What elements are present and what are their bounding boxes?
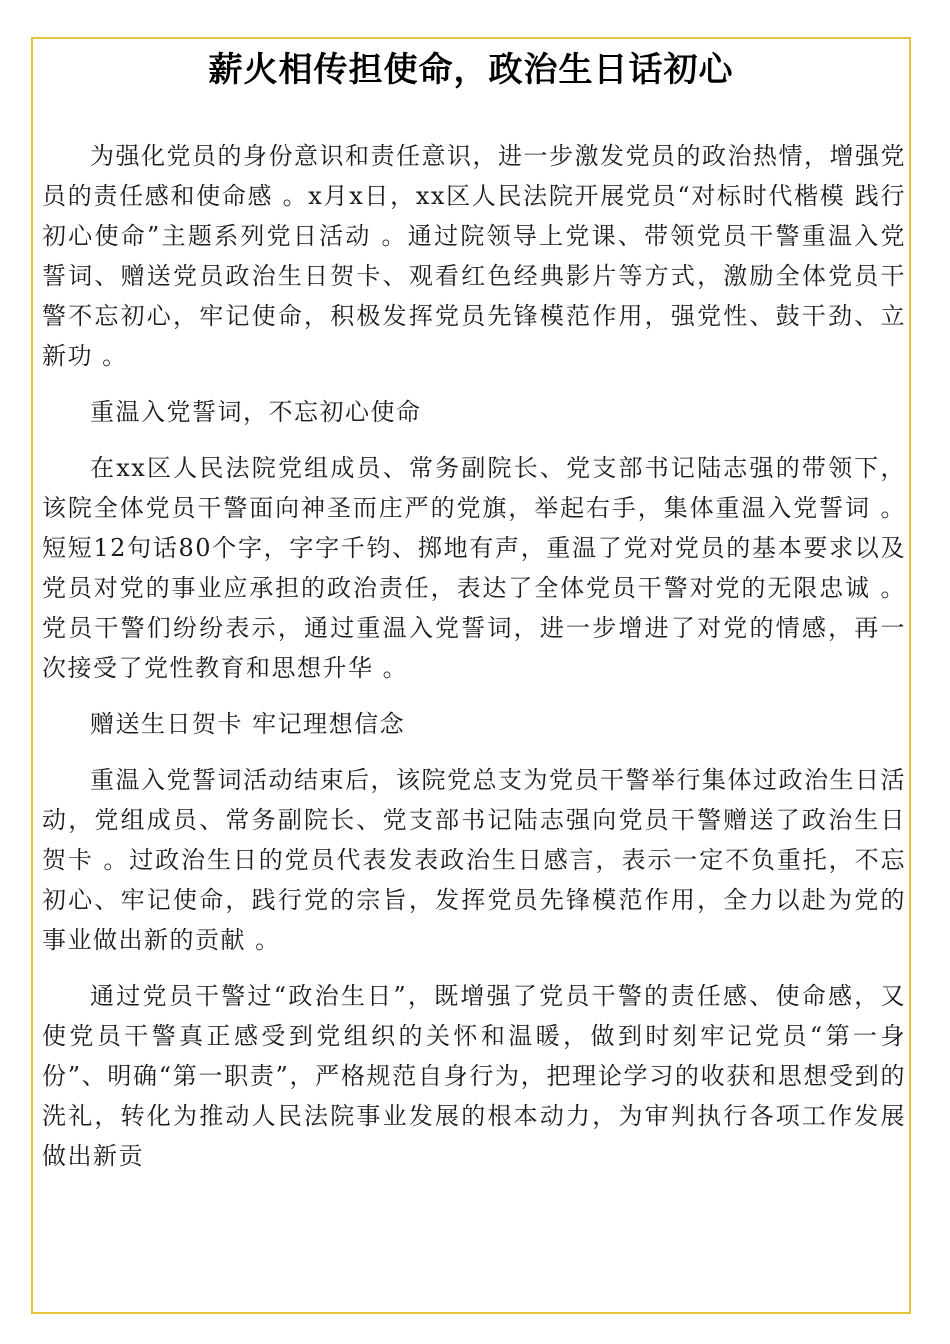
document-body [42, 136, 906, 1192]
page-border-frame [31, 37, 911, 1314]
document-title: 薪火相传担使命，政治生日话初心 [208, 50, 734, 90]
oath-paragraph: 在xx区人民法院党组成员、常务副院长、党支部书记陆志强的带领下，该院全体党员干警面向神圣而庄严的党旗，举起右手，集体重温入党誓词 。短短12句话80个字，字字千钧、掷地有声，重温了党对党员的基本要求以及党员对党的事业应承担的政治责任，表达了全体党员干警对党的无限忠诚 。党员干警们纷纷表示，通过重温入党誓词，进一步增进了对党的情感，再一次接受了党性教育和思想升华 。 [42, 454, 906, 682]
section-heading-birthday-card: 赠送生日贺卡 牢记理想信念 [90, 710, 406, 738]
section-heading-oath: 重温入党誓词，不忘初心使命 [90, 398, 422, 426]
closing-paragraph: 通过党员干警过“政治生日”，既增强了党员干警的责任感、使命感，又使党员干警真正感受到党组织的关怀和温暖，做到时刻牢记党员“第一身份”、明确“第一职责”，严格规范自身行为，把理论学习的收获和思想受到的洗礼，转化为推动人民法院事业发展的根本动力，为审判执行各项工作发展做出新贡 [42, 982, 906, 1170]
intro-paragraph: 为强化党员的身份意识和责任意识，进一步激发党员的政治热情，增强党员的责任感和使命感 。x月x日，xx区人民法院开展党员“对标时代楷模 践行初心使命”主题系列党日活动 。通过院领导上党课、带领党员干警重温入党誓词、赠送党员政治生日贺卡、观看红色经典影片等方式，激励全体党员干警不忘初心，牢记使命，积极发挥党员先锋模范作用，强党性、鼓干劲、立新功 。 [42, 142, 906, 370]
birthday-card-paragraph: 重温入党誓词活动结束后，该院党总支为党员干警举行集体过政治生日活动，党组成员、常务副院长、党支部书记陆志强向党员干警赠送了政治生日贺卡 。过政治生日的党员代表发表政治生日感言，表示一定不负重托，不忘初心、牢记使命，践行党的宗旨，发挥党员先锋模范作用，全力以赴为党的事业做出新的贡献 。 [42, 766, 906, 954]
